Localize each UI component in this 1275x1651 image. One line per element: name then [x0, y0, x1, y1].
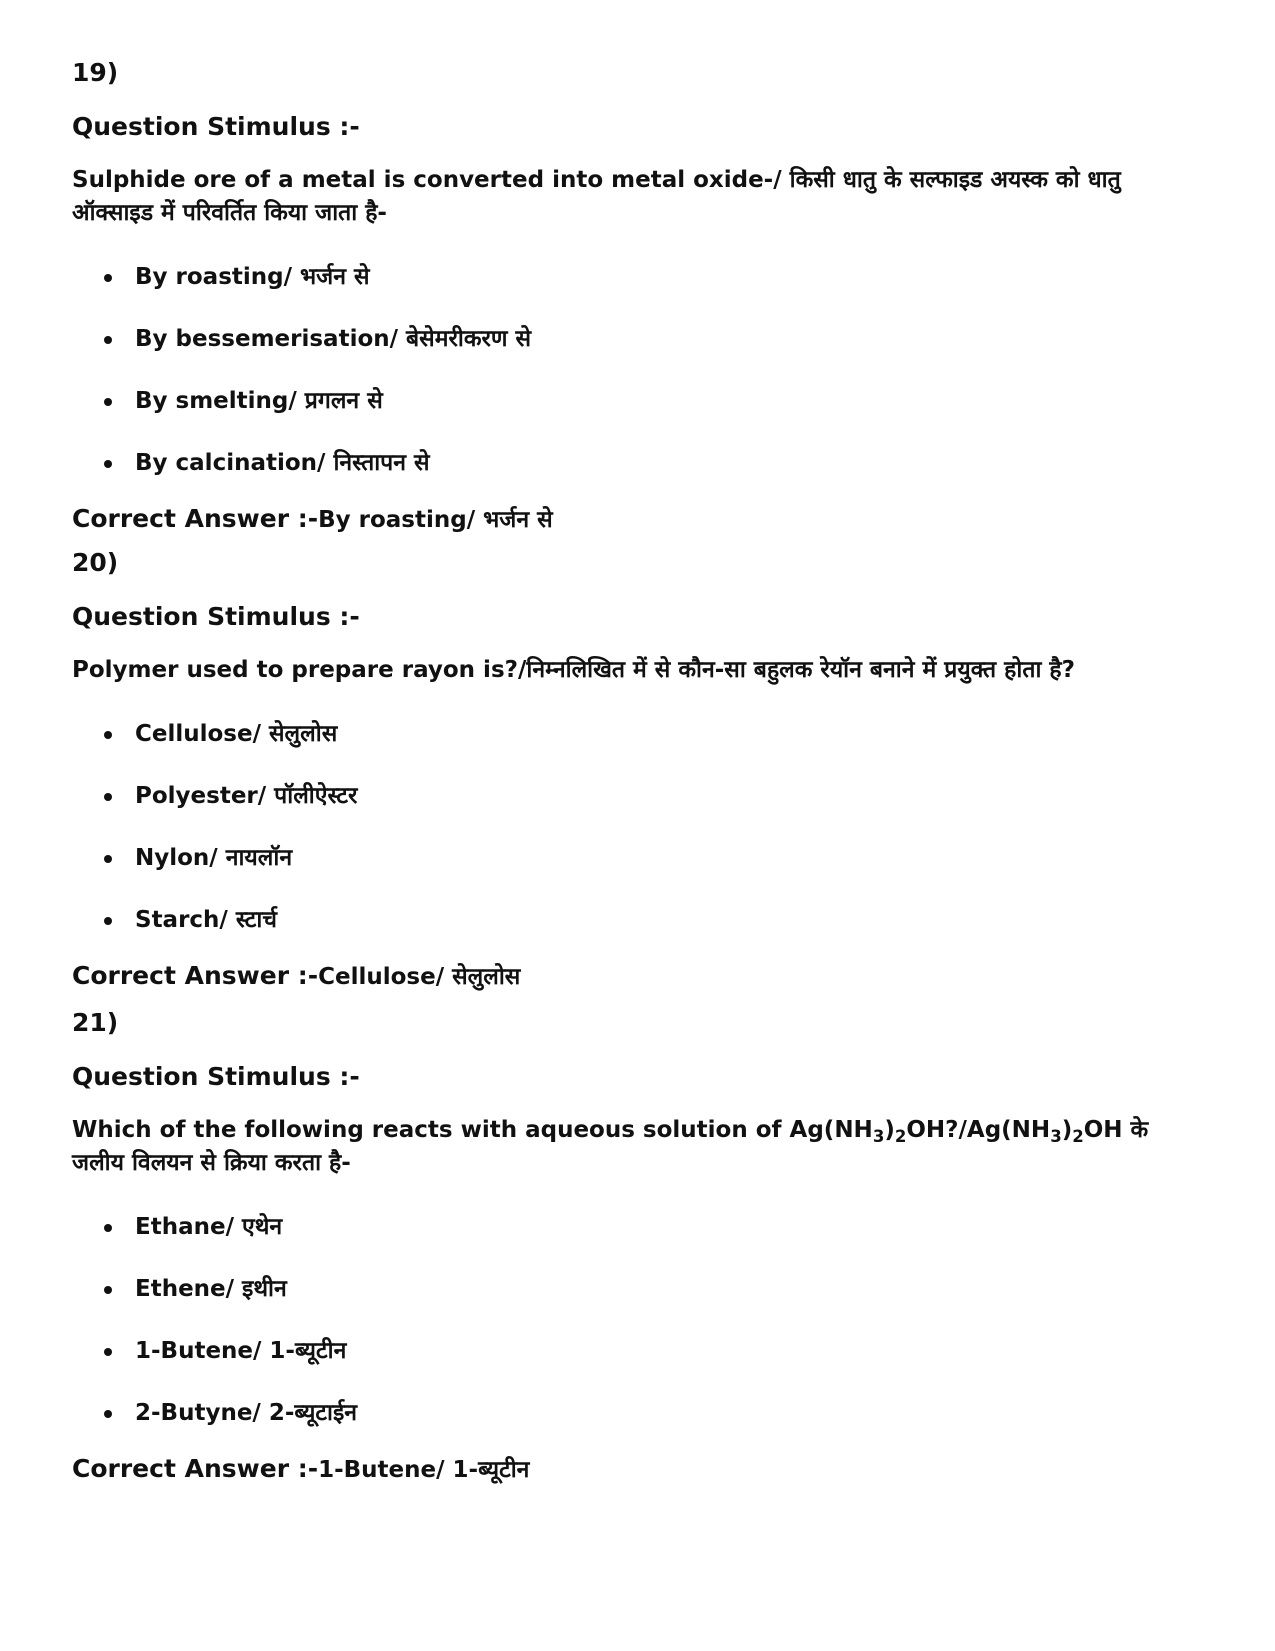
option-text: Polyester/ पॉलीऐस्टर: [135, 783, 358, 809]
option-text: 1-Butene/ 1-ब्यूटीन: [135, 1338, 347, 1364]
answer-value: By roasting/ भर्जन से: [318, 507, 553, 533]
answer-label: Correct Answer :-: [72, 1454, 319, 1483]
options-list: [72, 719, 1202, 935]
bullet-icon: [104, 855, 112, 863]
option-item: [72, 324, 1202, 354]
bullet-icon: [104, 731, 112, 739]
option-item: [72, 1398, 1202, 1428]
correct-answer: [72, 1454, 1202, 1485]
stimulus-part: OH के जलीय विलयन से क्रिया करता है-: [72, 1117, 1149, 1176]
answer-label: Correct Answer :-: [72, 504, 319, 533]
bullet-icon: [104, 274, 112, 282]
question-number: 21): [72, 1008, 119, 1037]
option-item: [72, 843, 1202, 873]
option-item: [72, 719, 1202, 749]
option-text: Starch/ स्टार्च: [135, 907, 277, 933]
option-text: Cellulose/ सेलुलोस: [135, 721, 338, 747]
subscript: 2: [1072, 1126, 1084, 1146]
question-19: [72, 58, 1202, 535]
option-text: By calcination/ निस्तापन से: [135, 450, 430, 476]
question-21: [72, 1008, 1202, 1485]
bullet-icon: [104, 460, 112, 468]
stimulus-part: ): [884, 1117, 895, 1143]
option-text: Ethene/ इथीन: [135, 1276, 287, 1302]
option-item: [72, 781, 1202, 811]
stimulus-label: Question Stimulus :-: [72, 112, 360, 141]
option-item: [72, 448, 1202, 478]
option-item: [72, 905, 1202, 935]
question-stimulus: [72, 1114, 1202, 1180]
subscript: 3: [1050, 1126, 1062, 1146]
bullet-icon: [104, 793, 112, 801]
bullet-icon: [104, 1224, 112, 1232]
answer-label: Correct Answer :-: [72, 961, 319, 990]
stimulus-label: Question Stimulus :-: [72, 602, 360, 631]
option-text: Nylon/ नायलॉन: [135, 845, 293, 871]
stimulus-part: ): [1061, 1117, 1073, 1143]
bullet-icon: [104, 1410, 112, 1418]
subscript: 2: [894, 1126, 907, 1146]
option-text: 2-Butyne/ 2-ब्यूटाईन: [135, 1400, 358, 1426]
question-number: 19): [72, 58, 119, 87]
options-list: [72, 262, 1202, 478]
correct-answer: [72, 961, 1202, 992]
option-item: [72, 1336, 1202, 1366]
bullet-icon: [104, 1348, 112, 1356]
option-text: Ethane/ एथेन: [135, 1214, 283, 1240]
option-text: By bessemerisation/ बेसेमरीकरण से: [135, 326, 532, 352]
question-stimulus: Polymer used to prepare rayon is?/निम्नलिखित में से कौन-सा बहुलक रेयॉन बनाने में प्रयुक्त होता है?: [72, 657, 1075, 683]
option-item: [72, 1274, 1202, 1304]
bullet-icon: [104, 336, 112, 344]
stimulus-part: Which of the following reacts with aqueous solution of Ag(NH: [72, 1117, 873, 1143]
option-item: [72, 386, 1202, 416]
correct-answer: [72, 504, 1202, 535]
question-20: [72, 548, 1202, 992]
bullet-icon: [104, 1286, 112, 1294]
question-stimulus: Sulphide ore of a metal is converted into metal oxide-/ किसी धातु के सल्फाइड अयस्क को धातु ऑक्साइड में परिवर्तित किया जाता है-: [72, 167, 1121, 226]
question-number: 20): [72, 548, 119, 577]
option-text: By roasting/ भर्जन से: [135, 264, 370, 290]
option-item: [72, 1212, 1202, 1242]
answer-value: Cellulose/ सेलुलोस: [318, 964, 521, 990]
bullet-icon: [104, 398, 112, 406]
option-item: [72, 262, 1202, 292]
subscript: 3: [872, 1126, 885, 1146]
bullet-icon: [104, 917, 112, 925]
stimulus-label: Question Stimulus :-: [72, 1062, 360, 1091]
stimulus-part: OH?/Ag(NH: [906, 1117, 1051, 1143]
answer-value: 1-Butene/ 1-ब्यूटीन: [318, 1457, 530, 1483]
options-list: [72, 1212, 1202, 1428]
option-text: By smelting/ प्रगलन से: [135, 388, 383, 414]
